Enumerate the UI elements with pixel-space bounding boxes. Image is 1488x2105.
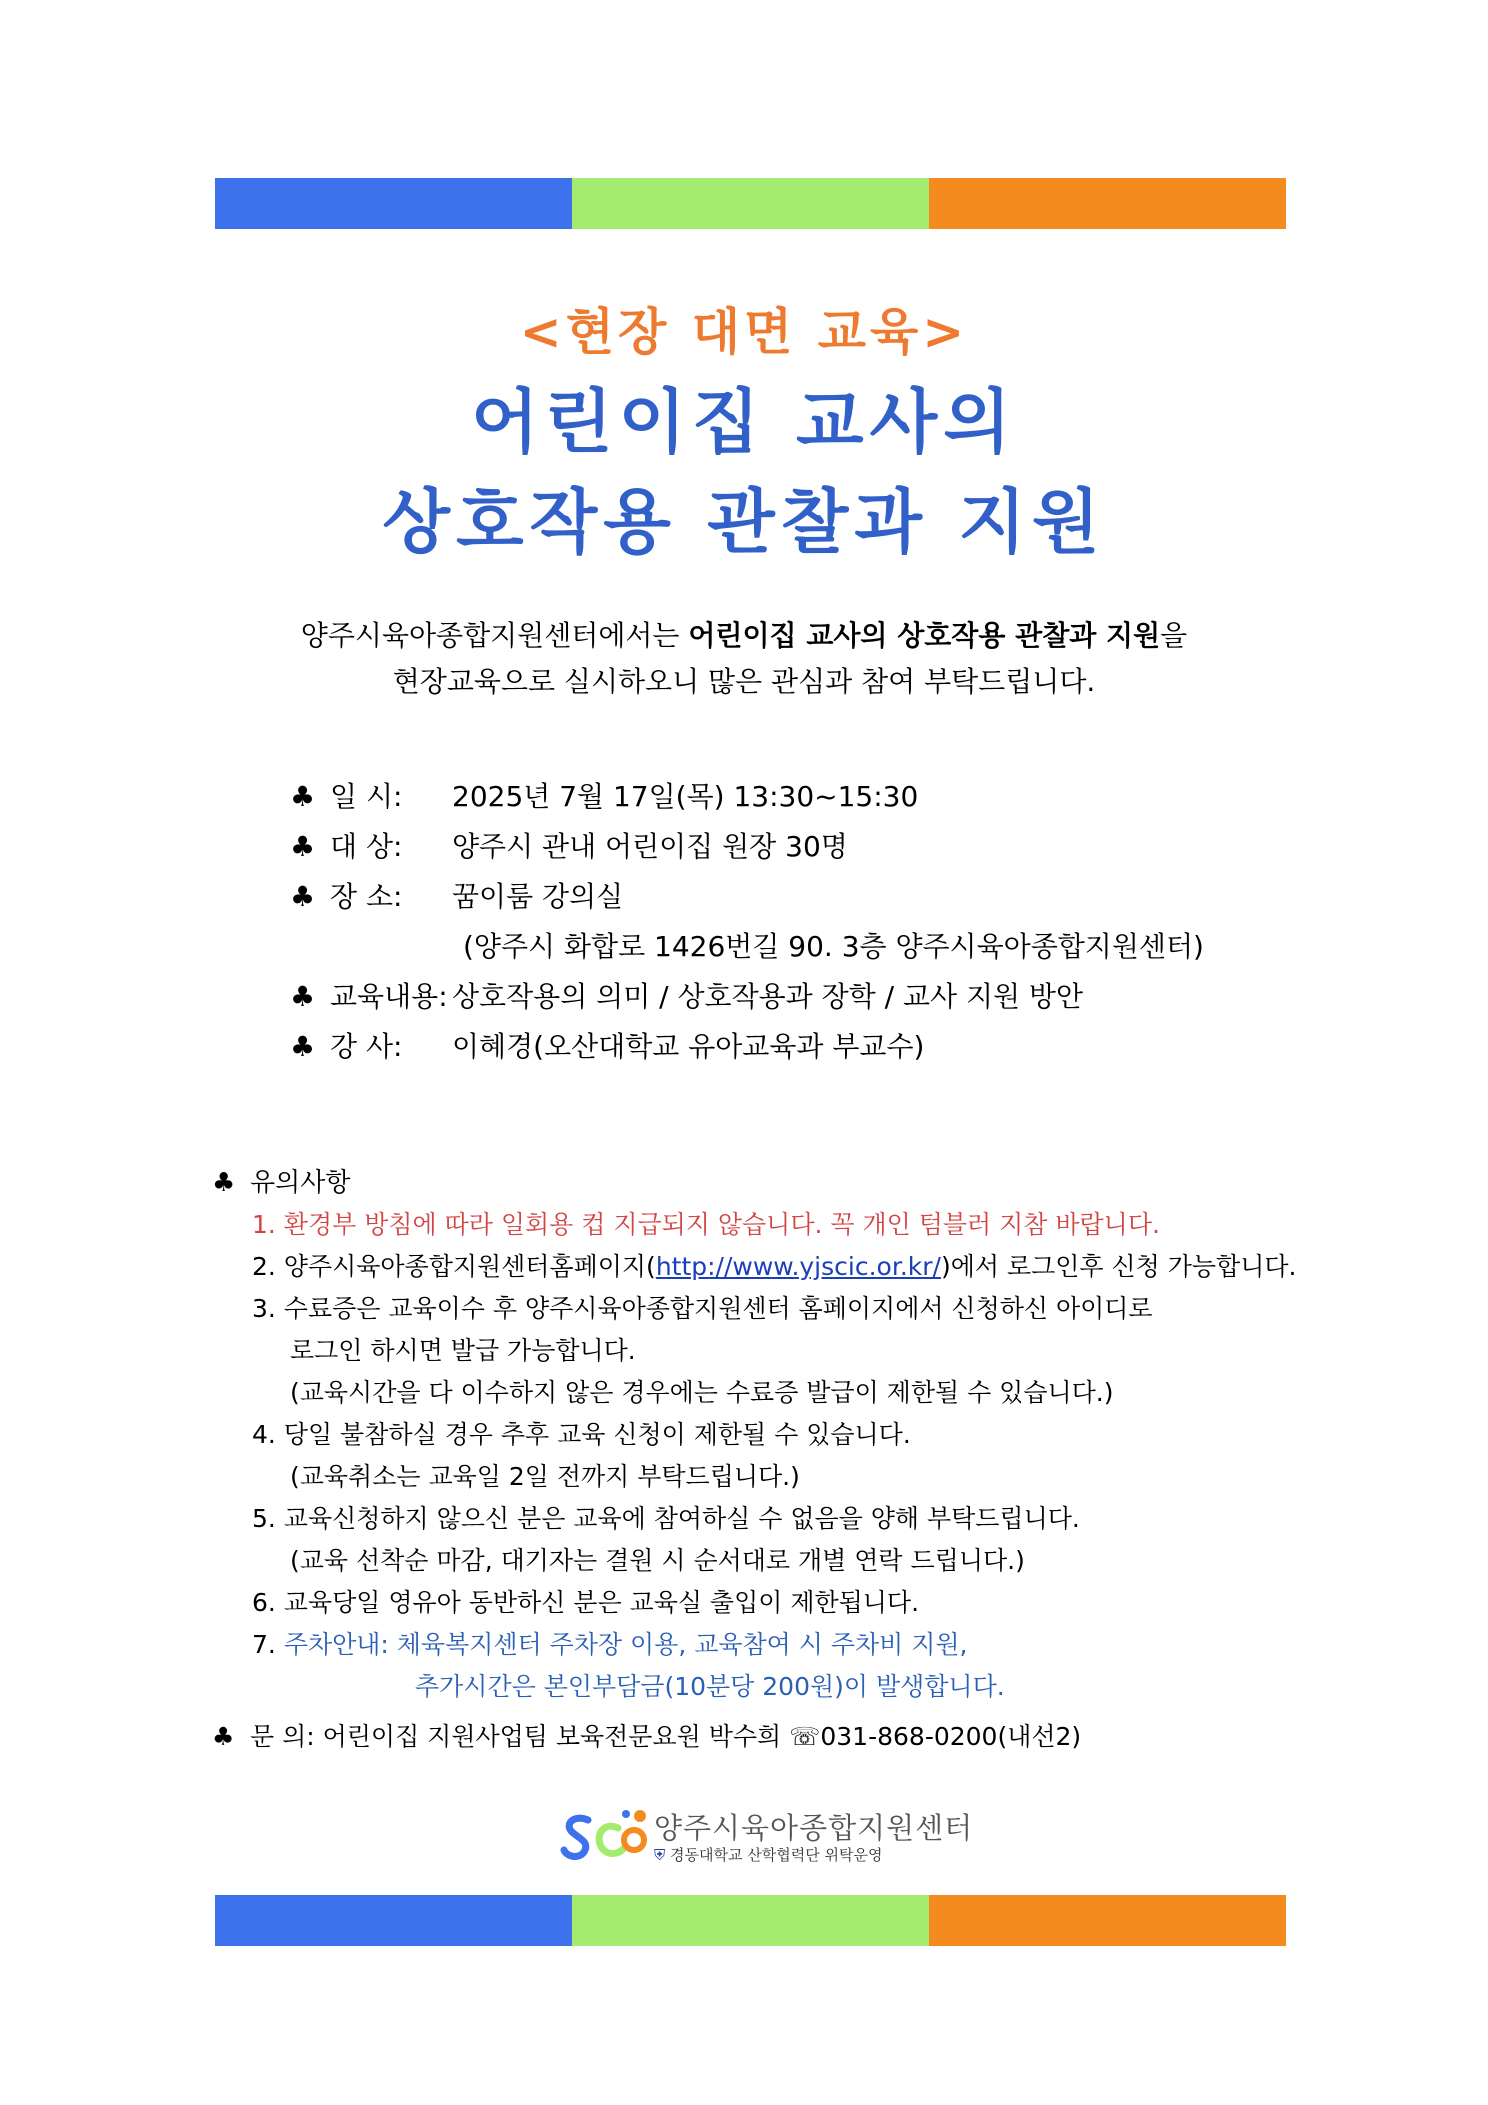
note-6: 6. 교육당일 영유아 동반하신 분은 교육실 출입이 제한됩니다.: [252, 1588, 920, 1617]
note-7: [252, 1625, 968, 1661]
intro-pre: 양주시육아종합지원센터에서는: [300, 619, 689, 652]
logo-tagline: [654, 1844, 882, 1865]
contact-info: [212, 1717, 1081, 1753]
intro-bold: 어린이집 교사의 상호작용 관찰과 지원: [688, 619, 1161, 652]
page-title-line1: 어린이집 교사의: [471, 381, 1017, 463]
logo-tagline-text: 경동대학교 산학협력단 위탁운영: [670, 1846, 883, 1864]
club-icon: ♣: [290, 1030, 316, 1063]
top-bar-green: [572, 178, 929, 229]
logo-mark-icon: [560, 1806, 650, 1866]
note-7-cont: 추가시간은 본인부담금(10분당 200원)이 발생합니다.: [415, 1672, 1005, 1701]
bottom-bar-blue: [215, 1895, 572, 1946]
info-value: 상호작용의 의미 / 상호작용과 장학 / 교사 지원 방안: [452, 980, 1084, 1013]
top-color-bar: [215, 178, 1286, 229]
intro-post: 을: [1160, 619, 1188, 652]
info-label: 장 소:: [330, 880, 403, 913]
page-subtitle: <현장 대면 교육>: [519, 303, 969, 361]
info-label: 강 사:: [330, 1030, 403, 1063]
info-item-content: [290, 975, 1083, 1015]
note-2: [252, 1247, 1296, 1283]
logo-name: 양주시육아종합지원센터: [654, 1811, 974, 1845]
bottom-bar-orange: [929, 1895, 1286, 1946]
club-icon: ♣: [290, 780, 316, 813]
info-item-date: [290, 775, 918, 815]
top-bar-blue: [215, 178, 572, 229]
notes-heading: [212, 1162, 350, 1199]
note-5-paren: (교육 선착순 마감, 대기자는 결원 시 순서대로 개별 연락 드립니다.): [290, 1546, 1025, 1575]
club-icon: ♣: [212, 1168, 236, 1198]
note-5: 5. 교육신청하지 않으신 분은 교육에 참여하실 수 없음을 양해 부탁드립니다.: [252, 1504, 1080, 1533]
contact-text: 문 의: 어린이집 지원사업팀 보육전문요원 박수희 ☏031-868-0200(내선2): [250, 1722, 1082, 1751]
bottom-color-bar: [215, 1895, 1286, 1946]
info-label: 교육내용:: [330, 980, 448, 1013]
note-2-pre: 2. 양주시육아종합지원센터홈페이지(: [252, 1252, 656, 1281]
page-title-line2: 상호작용 관찰과 지원: [382, 481, 1106, 563]
intro-line2: 현장교육으로 실시하오니 많은 관심과 참여 부탁드립니다.: [392, 665, 1096, 698]
info-item-place: [290, 875, 623, 915]
note-2-post: )에서 로그인후 신청 가능합니다.: [940, 1252, 1297, 1281]
info-value: 꿈이룸 강의실: [452, 880, 624, 913]
note-3-cont: 로그인 하시면 발급 가능합니다.: [290, 1336, 636, 1365]
homepage-link[interactable]: http://www.yjscic.or.kr/: [655, 1252, 941, 1281]
shield-icon: ⛨: [654, 1846, 666, 1864]
note-4: 4. 당일 불참하실 경우 추후 교육 신청이 제한될 수 있습니다.: [252, 1420, 911, 1449]
note-4-paren: (교육취소는 교육일 2일 전까지 부탁드립니다.): [290, 1462, 800, 1491]
club-icon: ♣: [290, 980, 316, 1013]
bottom-bar-green: [572, 1895, 929, 1946]
info-value: 양주시 관내 어린이집 원장 30명: [452, 830, 848, 863]
note-1: 1. 환경부 방침에 따라 일회용 컵 지급되지 않습니다. 꼭 개인 텀블러 지참 바랍니다.: [252, 1210, 1160, 1239]
intro-line1: [0, 614, 1488, 654]
club-icon: ♣: [290, 830, 316, 863]
note-7-text: 주차안내: 체육복지센터 주차장 이용, 교육참여 시 주차비 지원,: [283, 1630, 968, 1659]
info-value: 이혜경(오산대학교 유아교육과 부교수): [452, 1030, 925, 1063]
club-icon: ♣: [290, 880, 316, 913]
top-bar-orange: [929, 178, 1286, 229]
info-place-detail: (양주시 화합로 1426번길 90. 3층 양주시육아종합지원센터): [463, 930, 1204, 963]
info-item-lecturer: [290, 1025, 924, 1065]
note-7-num: 7.: [252, 1630, 284, 1659]
note-3: 3. 수료증은 교육이수 후 양주시육아종합지원센터 홈페이지에서 신청하신 아이디로: [252, 1294, 1153, 1323]
info-label: 일 시:: [330, 780, 403, 813]
note-3-paren: (교육시간을 다 이수하지 않은 경우에는 수료증 발급이 제한될 수 있습니다.): [290, 1378, 1114, 1407]
info-value: 2025년 7월 17일(목) 13:30~15:30: [452, 780, 919, 813]
info-item-target: [290, 825, 848, 865]
notes-heading-text: 유의사항: [250, 1168, 351, 1198]
center-logo: [560, 1806, 974, 1866]
info-label: 대 상:: [330, 830, 403, 863]
club-icon: ♣: [212, 1722, 235, 1751]
